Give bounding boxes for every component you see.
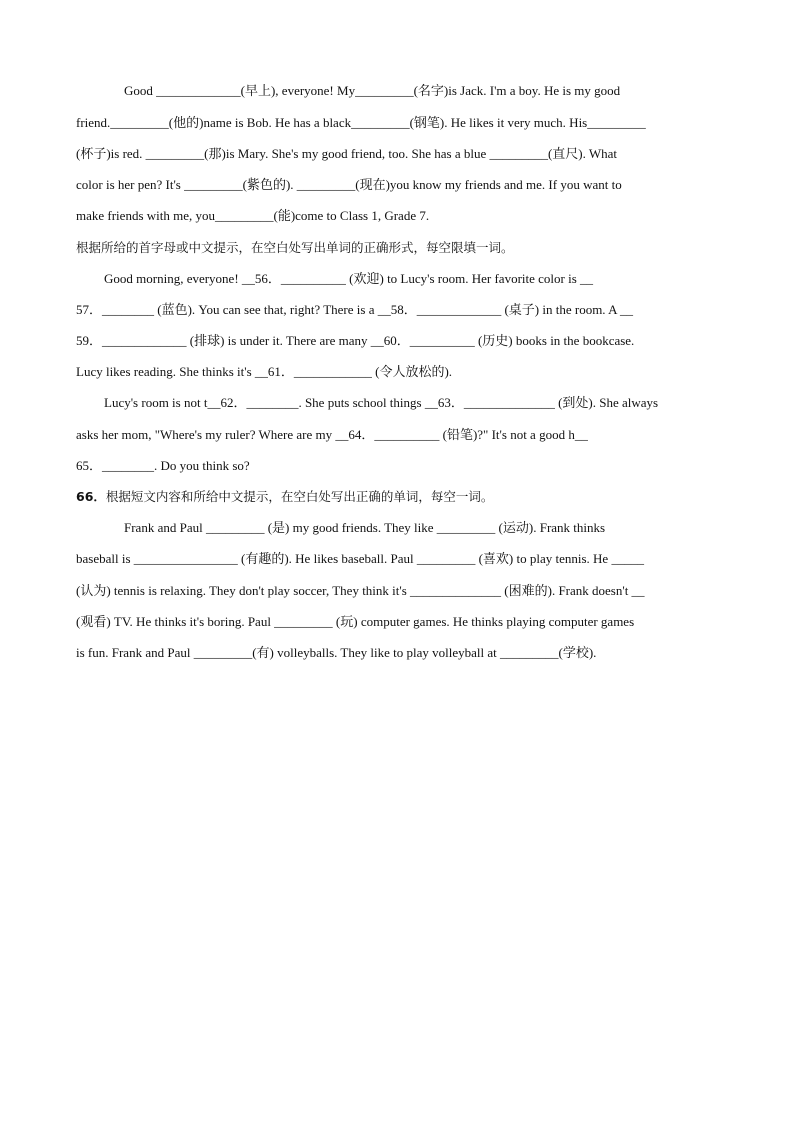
section-3-line-5: is fun. Frank and Paul _________(有) volleyballs. They like to play volleyball at _________(学校). <box>76 645 597 660</box>
question-number: 66． <box>76 489 106 504</box>
passage-1-line-1: Good _____________(早上), everyone! My_________(名字)is Jack. I'm a boy. He is my good <box>124 83 621 98</box>
section-2-line-1: Good morning, everyone! __56．__________ (欢迎) to Lucy's room. Her favorite color is __ <box>104 271 594 286</box>
section-2-line-3: 59．_____________ (排球) is under it. There are many __60．__________ (历史) books in the bookcase. <box>76 333 635 348</box>
section-2-line-4: Lucy likes reading. She thinks it's __61．____________ (令人放松的). <box>76 364 453 379</box>
passage-1-line-2: friend._________(他的)name is Bob. He has a black_________(钢笔). He likes it very much. His_________ <box>76 115 646 130</box>
section-3-line-1: Frank and Paul _________ (是) my good friends. They like _________ (运动). Frank thinks <box>124 520 606 535</box>
passage-1-line-3: (杯子)is red. _________(那)is Mary. She's my good friend, too. She has a blue _________(直尺). What <box>76 146 618 161</box>
passage-1-line-5: make friends with me, you_________(能)come to Class 1, Grade 7. <box>76 208 430 223</box>
section-3-line-4: (观看) TV. He thinks it's boring. Paul _________ (玩) computer games. He thinks playing computer games <box>76 614 635 629</box>
section-3-instruction: 根据短文内容和所给中文提示，在空白处写出正确的单词，每空一词。 <box>105 489 494 504</box>
section-2-instruction: 根据所给的首字母或中文提示，在空白处写出单词的正确形式，每空限填一词。 <box>76 240 514 255</box>
section-2-line-7: 65．________. Do you think so? <box>76 458 250 473</box>
passage-1-line-4: color is her pen? It's _________(紫色的). _________(现在)you know my friends and me. If you want to <box>76 177 622 192</box>
section-3-line-3: (认为) tennis is relaxing. They don't play soccer, They think it's ______________ (困难的). Frank doesn't __ <box>76 583 645 598</box>
section-2-line-2: 57．________ (蓝色). You can see that, right? There is a __58．_____________ (桌子) in the room. A __ <box>76 302 634 317</box>
section-2-line-6: asks her mom, "Where's my ruler? Where are my __64．__________ (铅笔)?" It's not a good h__ <box>76 427 588 442</box>
section-2-line-5: Lucy's room is not t__62．________. She puts school things __63．______________ (到处). She always <box>104 395 659 410</box>
section-3-heading <box>76 489 720 505</box>
section-3-line-2: baseball is ________________ (有趣的). He likes baseball. Paul _________ (喜欢) to play tennis. He _____ <box>76 551 644 566</box>
